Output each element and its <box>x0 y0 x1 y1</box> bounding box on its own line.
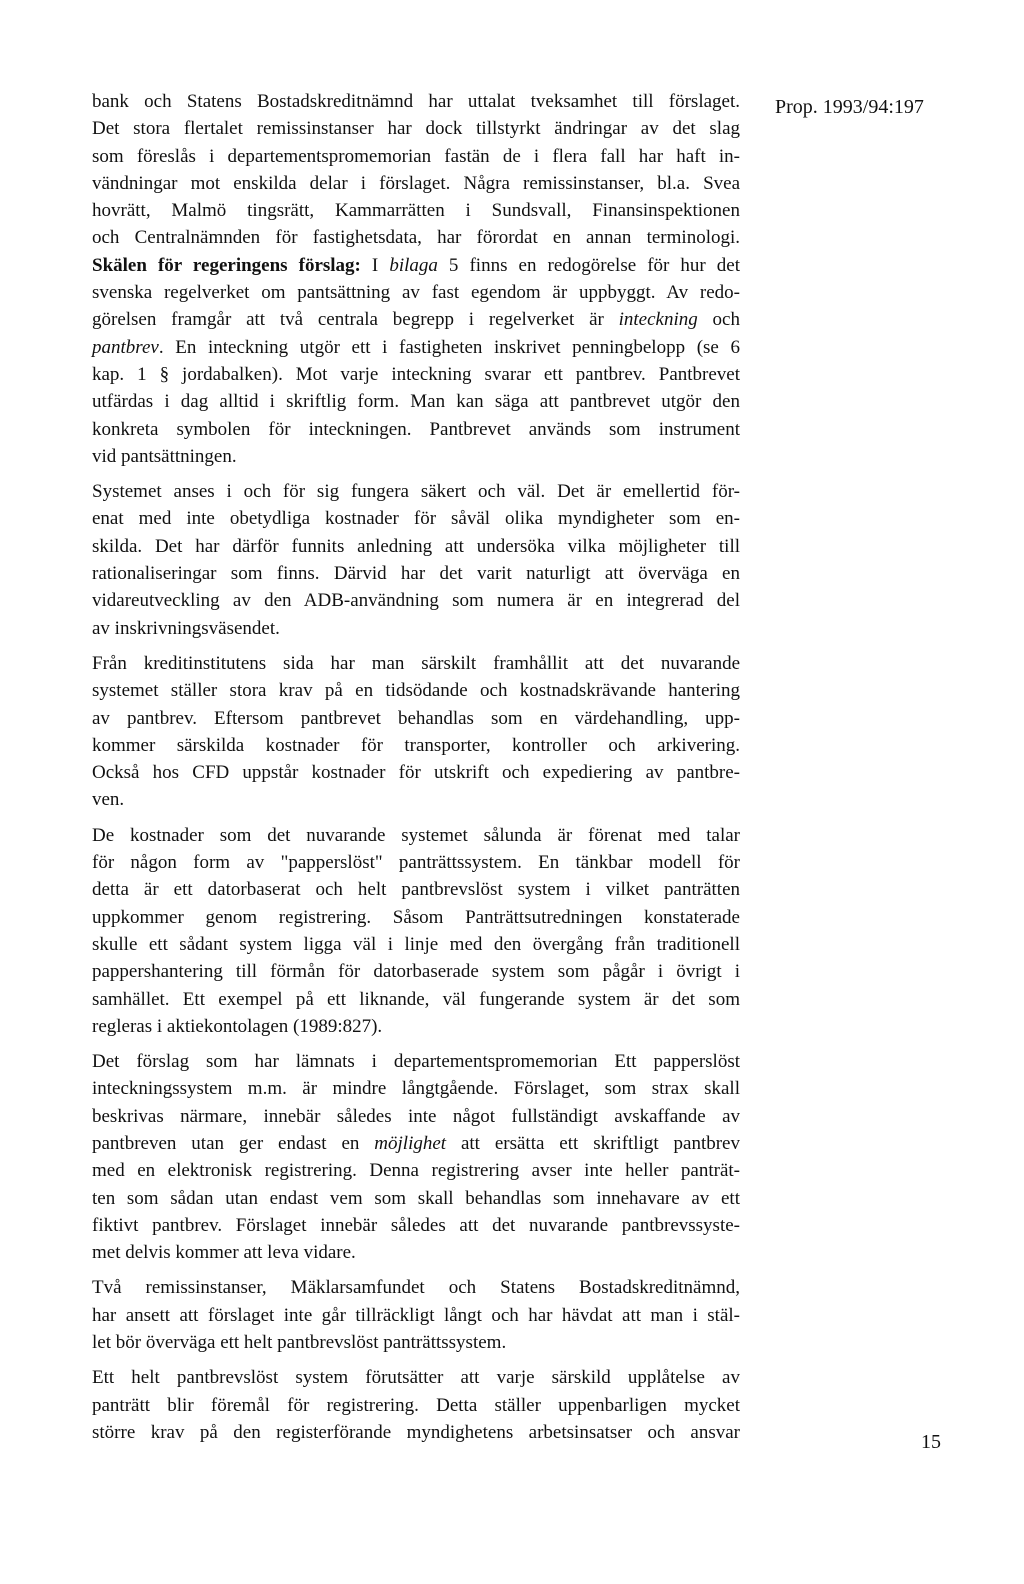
text-line: vidareutveckling av den ADB-användning som numera är en integrerad del <box>92 590 740 612</box>
paragraph-1 <box>92 88 740 252</box>
text-line: som föreslås i departementspromemorian fastän de i flera fall har haft in- <box>92 145 740 167</box>
text-line <box>92 252 740 279</box>
text-line: svenska regelverket om pantsättning av fast egendom är uppbyggt. Av redo- <box>92 282 740 304</box>
text-line: kap. 1 § jordabalken). Mot varje inteckning svarar ett pantbrev. Pantbrevet <box>92 363 740 385</box>
text-line: beskrivas närmare, innebär således inte något fullständigt avskaffande av <box>92 1105 740 1127</box>
text-span: pantbreven utan ger endast en <box>92 1132 375 1154</box>
paragraph-7 <box>92 1274 740 1356</box>
text-line: fiktivt pantbrev. Förslaget innebär således att det nuvarande pantbrevssyste- <box>92 1214 740 1236</box>
text-line: större krav på den registerförande myndighetens arbetsinsatser och ansvar <box>92 1421 740 1443</box>
text-line: skulle ett sådant system ligga väl i linje med den övergång från traditionell <box>92 933 740 955</box>
text-line: Två remissinstanser, Mäklarsamfundet och Statens Bostadskreditnämnd, <box>92 1277 740 1299</box>
text-line: inteckningssystem m.m. är mindre långtgående. Förslaget, som strax skall <box>92 1078 740 1100</box>
paragraph-6 <box>92 1048 740 1266</box>
text-line: för någon form av "papperslöst" panträttssystem. En tänkbar modell för <box>92 852 740 874</box>
text-line: met delvis kommer att leva vidare. <box>92 1242 356 1264</box>
text-line <box>92 1130 740 1157</box>
page-number: 15 <box>921 1431 941 1453</box>
text-line: konkreta symbolen för inteckningen. Pantbrevet används som instrument <box>92 418 740 440</box>
text-line: Det stora flertalet remissinstanser har dock tillstyrkt ändringar av det slag <box>92 118 740 140</box>
text-line: och Centralnämnden för fastighetsdata, har förordat en annan terminologi. <box>92 227 740 249</box>
text-line <box>92 334 740 361</box>
text-line: systemet ställer stora krav på en tidsödande och kostnadskrävande hantering <box>92 680 740 702</box>
text-line: De kostnader som det nuvarande systemet sålunda är förenat med talar <box>92 824 740 846</box>
text-line: kommer särskilda kostnader för transporter, kontroller och arkivering. <box>92 734 740 756</box>
text-line: regleras i aktiekontolagen (1989:827). <box>92 1015 383 1037</box>
text-line: med en elektronisk registrering. Denna registrering avser inte heller panträt- <box>92 1160 740 1182</box>
body-text <box>92 88 740 1446</box>
italic-term: bilaga <box>389 254 438 276</box>
text-span: och <box>697 309 740 331</box>
text-line: pappershantering till förmån för datorbaserade system som pågår i övrigt i <box>92 961 740 983</box>
text-line: uppkommer genom registrering. Såsom Panträttsutredningen konstaterade <box>92 906 740 928</box>
document-reference: Prop. 1993/94:197 <box>775 96 924 118</box>
paragraph-4 <box>92 650 740 814</box>
text-line: Från kreditinstitutens sida har man särskilt framhållit att det nuvarande <box>92 652 740 674</box>
text-line: Också hos CFD uppstår kostnader för utskrift och expediering av pantbre- <box>92 762 740 784</box>
text-line: har ansett att förslaget inte går tillräckligt långt och har hävdat att man i stäl- <box>92 1304 740 1326</box>
text-line: enat med inte obetydliga kostnader för såväl olika myndigheter som en- <box>92 508 740 530</box>
paragraph-5 <box>92 822 740 1040</box>
text-line: Det förslag som har lämnats i departementspromemorian Ett papperslöst <box>92 1051 740 1073</box>
text-line: utfärdas i dag alltid i skriftlig form. Man kan säga att pantbrevet utgör den <box>92 391 740 413</box>
italic-term: möjlighet <box>374 1132 447 1154</box>
text-line: samhället. Ett exempel på ett liknande, väl fungerande system är det som <box>92 988 740 1010</box>
text-line: ven. <box>92 789 125 811</box>
paragraph-8 <box>92 1364 740 1446</box>
text-span: att ersätta ett skriftligt pantbrev <box>446 1132 740 1154</box>
text-line: panträtt blir föremål för registrering. Detta ställer uppenbarligen mycket <box>92 1394 740 1416</box>
paragraph-3 <box>92 478 740 642</box>
text-span: . En inteckning utgör ett i fastigheten inskrivet penningbelopp (se 6 <box>158 336 740 358</box>
text-span: görelsen framgår att två centrala begrepp i regelverket är <box>92 309 619 331</box>
text-line <box>92 306 740 333</box>
text-line: av inskrivningsväsendet. <box>92 617 280 639</box>
text-line: Systemet anses i och för sig fungera säkert och väl. Det är emellertid för- <box>92 481 740 503</box>
text-line: vändningar mot enskilda delar i förslaget. Några remissinstanser, bl.a. Svea <box>92 172 740 194</box>
text-line: let bör överväga ett helt pantbrevslöst panträttssystem. <box>92 1332 507 1354</box>
section-heading: Skälen för regeringens förslag: <box>92 254 361 276</box>
text-span: 5 finns en redogörelse för hur det <box>437 254 740 276</box>
text-line: hovrätt, Malmö tingsrätt, Kammarrätten i Sundsvall, Finansinspektionen <box>92 200 740 222</box>
italic-term: inteckning <box>618 309 698 331</box>
text-line: rationaliseringar som finns. Därvid har det varit naturligt att överväga en <box>92 563 740 585</box>
italic-term: pantbrev <box>92 336 159 358</box>
text-line: av pantbrev. Eftersom pantbrevet behandlas som en värdehandling, upp- <box>92 707 740 729</box>
text-line: skilda. Det har därför funnits anledning att undersöka vilka möjligheter till <box>92 535 740 557</box>
text-line: bank och Statens Bostadskreditnämnd har uttalat tveksamhet till förslaget. <box>92 91 740 112</box>
text-line: vid pantsättningen. <box>92 445 237 467</box>
text-line: ten som sådan utan endast vem som skall behandlas som innehavare av ett <box>92 1187 740 1209</box>
text-line: detta är ett datorbaserat och helt pantbrevslöst system i vilket panträtten <box>92 879 740 901</box>
text-line: Ett helt pantbrevslöst system förutsätter att varje särskild upplåtelse av <box>92 1367 740 1389</box>
paragraph-2 <box>92 252 740 470</box>
text-span: I <box>360 254 390 276</box>
